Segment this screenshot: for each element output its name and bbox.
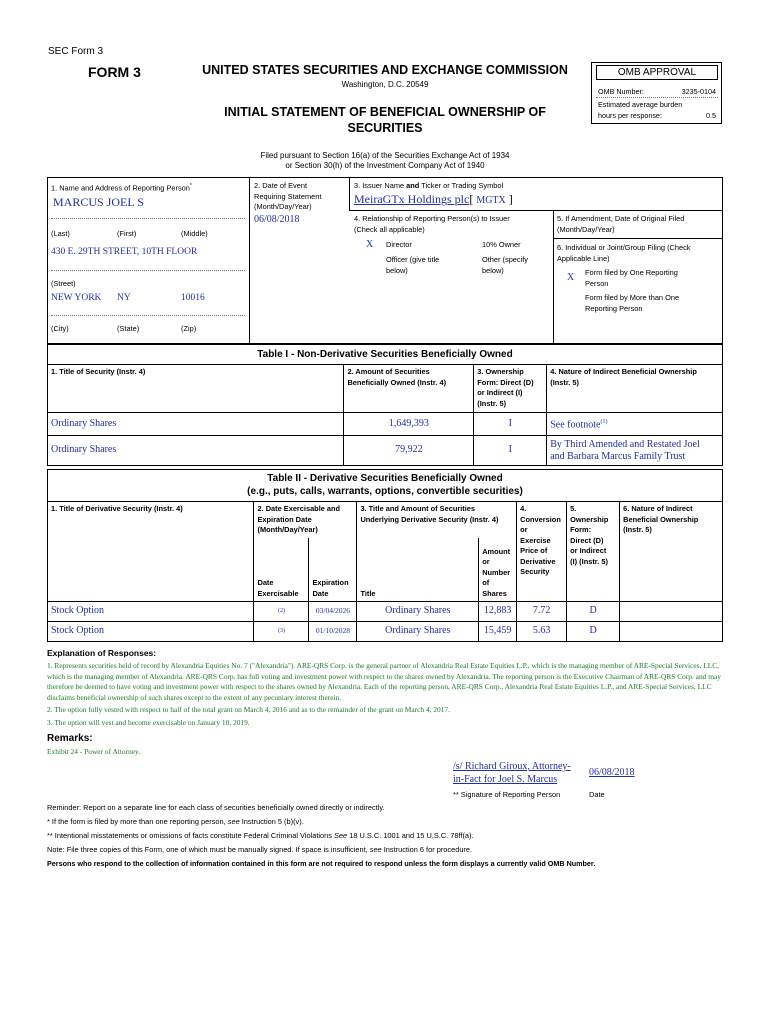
t1-row-2-amount: 79,922 (344, 436, 474, 466)
t2-row-2-price: 5.63 (517, 622, 567, 642)
t1-header-nature: 4. Nature of Indirect Beneficial Ownership (Instr. 5) (547, 365, 723, 413)
t2-row-1-form: D (567, 602, 620, 622)
one-person-label: Form filed by One Reporting Person (585, 268, 678, 288)
t2-row-1-exercisable: (2) (254, 602, 309, 622)
t2-row-2-nature (620, 622, 723, 642)
relationship-label: 4. Relationship of Reporting Person(s) to Issuer (Check all applicable) (354, 214, 510, 234)
t2-header-dates: 2. Date Exercisable and Expiration Date (Month/Day/Year) (254, 502, 357, 538)
t2-row-1-title: Stock Option (48, 602, 254, 622)
t2-row-2-form: D (567, 622, 620, 642)
explanation-title: Explanation of Responses: (47, 648, 157, 658)
omb-title: OMB APPROVAL (596, 65, 718, 80)
t2-sub-title: Title (357, 538, 479, 602)
footer-copies-note: Note: File three copies of this Form, one of which must be manually signed. If space is insufficient, see Instruction 6 for procedure. (47, 845, 473, 854)
table-row (48, 602, 723, 622)
signature-date-label: Date (589, 790, 605, 799)
omb-number: 3235-0104 (681, 87, 716, 96)
more-persons-label: Form filed by More than One Reporting Person (585, 293, 680, 313)
city-label: (City) (51, 324, 69, 333)
t2-row-1-expiration: 03/04/2026 (309, 602, 357, 622)
t2-row-2-expiration: 01/10/2028 (309, 622, 357, 642)
event-date: 06/08/2018 (254, 214, 300, 225)
t2-row-1-nature (620, 602, 723, 622)
issuer-label: 3. Issuer Name and Ticker or Trading Symbol (354, 181, 504, 190)
issuer-ticker: MGTX (476, 195, 506, 206)
t2-header-price: 4. Conversion or Exercise Price of Derivative Security (517, 502, 567, 602)
filed-line-2: or Section 30(h) of the Investment Company Act of 1940 (285, 161, 485, 170)
t1-row-1-title: Ordinary Shares (48, 413, 344, 436)
explanation-note-3: 3. The option will vest and become exercisable on January 10, 2019. (47, 718, 250, 727)
omb-burden-value: 0.5 (706, 111, 716, 120)
form-number: FORM 3 (88, 64, 141, 80)
table-1-non-derivative (47, 344, 723, 466)
ten-percent-owner-label: 10% Owner (482, 240, 521, 249)
first-name-label: (First) (117, 229, 137, 238)
table-2-title: Table II - Derivative Securities Beneficially Owned (e.g., puts, calls, warrants, options, convertible securities) (48, 470, 723, 502)
filing-type-label: 6. Individual or Joint/Group Filing (Check Applicable Line) (557, 243, 691, 263)
last-name-label: (Last) (51, 229, 70, 238)
t1-row-2-title: Ordinary Shares (48, 436, 344, 466)
t1-row-1-form: I (474, 413, 547, 436)
t2-row-1-underlying: Ordinary Shares (357, 602, 479, 622)
director-check: X (366, 239, 374, 250)
explanation-note-1: 1. Represents securities held of record by Alexandria Equities No. 7 ("Alexandria"). ARE-QRS Corp. is the general partner of Alexandria Real Estate Equities L.P., which is the managing member of ARE-Special Services, LLC, which is the managing member of Alexandria. ARE-QRS Corp. has full voting and investment power with respect to the shares owned by Alexandria. The reporting person is the Executive Chairman of ARE-QRS Corp. and may therefore be deemed to have voting and investment power with respect to the shares owned by Alexandria. Each of the reporting person, ARE-QRS Corp., Alexandria Real Estate Equities L.P., and ARE-Special Services, LLC disclaims beneficial ownership of such shares except to the extent of any pecuniary interest therein. (47, 661, 721, 702)
table-row (48, 413, 723, 436)
director-label: Director (386, 240, 412, 249)
t1-row-1-amount: 1,649,393 (344, 413, 474, 436)
t2-sub-amount: Amount or Number of Shares (479, 538, 517, 602)
footer-double-star-note: ** Intentional misstatements or omissions of facts constitute Federal Criminal Violations See 18 U.S.C. 1001 and 15 U.S.C. 78ff(a). (47, 831, 474, 840)
amendment-label: 5. If Amendment, Date of Original Filed (Month/Day/Year) (557, 214, 685, 234)
t1-header-ownership-form: 3. Ownership Form: Direct (D) or Indirect (I) (Instr. 5) (474, 365, 547, 413)
other-label: Other (specify below) (482, 255, 529, 275)
zip-value: 10016 (181, 293, 205, 303)
t2-row-2-amount: 15,459 (479, 622, 517, 642)
footer-omb-notice: Persons who respond to the collection of information contained in this form are not required to respond unless the form displays a currently valid OMB Number. (47, 859, 596, 868)
t1-row-1-nature: See footnote$^{(1)}$ (547, 413, 723, 436)
middle-name-label: (Middle) (181, 229, 208, 238)
t2-row-1-price: 7.72 (517, 602, 567, 622)
t2-row-2-title: Stock Option (48, 622, 254, 642)
t2-sub-expiration: Expiration Date (309, 538, 357, 602)
table-2-derivative (47, 469, 723, 642)
city-value: NEW YORK (51, 293, 102, 303)
t2-header-ownership-form: 5. Ownership Form: Direct (D) or Indirect (I) (Instr. 5) (567, 502, 620, 602)
remarks-text: Exhibit 24 - Power of Attorney. (47, 747, 141, 756)
issuer-name-ticker: MeiraGTx Holdings plc[ MGTX ] (354, 192, 513, 206)
state-label: (State) (117, 324, 140, 333)
agency-name: UNITED STATES SECURITIES AND EXCHANGE COMMISSION (202, 63, 568, 77)
issuer-name[interactable]: MeiraGTx Holdings plc (354, 192, 470, 206)
t2-row-1-amount: 12,883 (479, 602, 517, 622)
filed-pursuant (180, 151, 590, 171)
t2-row-2-exercisable: (3) (254, 622, 309, 642)
t2-header-underlying: 3. Title and Amount of Securities Underlying Derivative Security (Instr. 4) (357, 502, 517, 538)
table-row (48, 622, 723, 642)
signature-date: 06/08/2018 (589, 767, 635, 778)
footer-star-note: * If the form is filed by more than one reporting person, see Instruction 5 (b)(v). (47, 817, 304, 826)
t2-sub-date-exercisable: Date Exercisable (254, 538, 309, 602)
street-value: 430 E. 29TH STREET, 10TH FLOOR (51, 247, 198, 257)
table-row (48, 436, 723, 466)
footer-reminder: Reminder: Report on a separate line for each class of securities beneficially owned directly or indirectly. (47, 803, 385, 812)
signature-name: /s/ Richard Giroux, Attorney- in-Fact for Joel S. Marcus (453, 761, 571, 785)
t1-header-title: 1. Title of Security (Instr. 4) (48, 365, 344, 413)
t2-header-title: 1. Title of Derivative Security (Instr. 4) (48, 502, 254, 602)
omb-number-label: OMB Number: (598, 87, 644, 96)
form-title: INITIAL STATEMENT OF BENEFICIAL OWNERSHIP OF SECURITIES (224, 105, 546, 135)
t1-row-2-form: I (474, 436, 547, 466)
t2-header-nature: 6. Nature of Indirect Beneficial Ownership (Instr. 5) (620, 502, 723, 602)
filed-line-1: Filed pursuant to Section 16(a) of the Securities Exchange Act of 1934 (260, 151, 510, 160)
t1-header-amount: 2. Amount of Securities Beneficially Owned (Instr. 4) (344, 365, 474, 413)
state-value: NY (117, 293, 131, 303)
street-label: (Street) (51, 279, 76, 288)
zip-label: (Zip) (181, 324, 197, 333)
signature-label: ** Signature of Reporting Person (453, 790, 561, 799)
table-1-title: Table I - Non-Derivative Securities Beneficially Owned (48, 345, 723, 365)
event-date-label: 2. Date of Event Requiring Statement (Month/Day/Year) (254, 181, 322, 211)
omb-burden-label-2: hours per response: (598, 111, 662, 120)
omb-burden-label-1: Estimated average burden (598, 100, 683, 109)
t1-row-2-nature: By Third Amended and Restated Joel and Barbara Marcus Family Trust (547, 436, 723, 466)
t2-row-2-underlying: Ordinary Shares (357, 622, 479, 642)
reporting-person-label: 1. Name and Address of Reporting Person* (51, 183, 192, 193)
one-person-check: X (567, 272, 575, 283)
remarks-title: Remarks: (47, 733, 93, 744)
explanation-note-2: 2. The option fully vested with respect to half of the total grant on March 4, 2016 and as to the remainder of the grant on March 4, 2017. (47, 705, 450, 714)
officer-label: Officer (give title below) (386, 255, 440, 275)
reporting-person-name: MARCUS JOEL S (53, 195, 144, 209)
agency-location: Washington, D.C. 20549 (341, 80, 429, 89)
sec-form-label: SEC Form 3 (48, 46, 104, 57)
